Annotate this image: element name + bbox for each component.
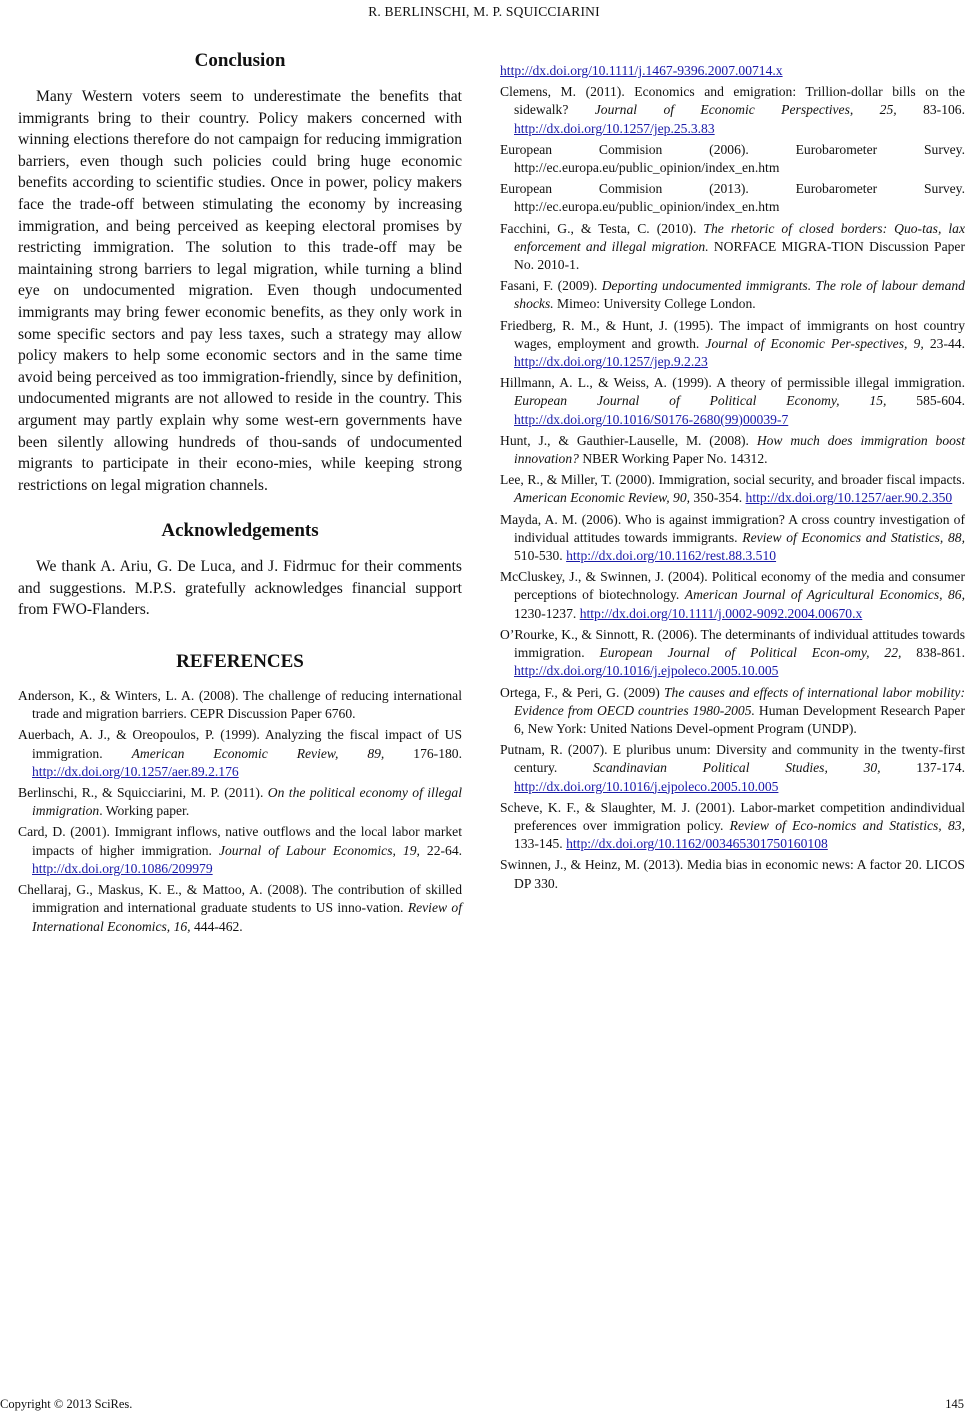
- doi-link[interactable]: http://dx.doi.org/10.1257/jep.25.3.83: [514, 120, 715, 136]
- reference-text: Putnam, R. (2007). E pluribus unum: Diversity and community in the twenty-first century.: [500, 742, 965, 776]
- reference-italic: Journal of Labour Economics, 19,: [218, 842, 420, 858]
- reference-italic: The rhetoric of closed borders: Quo-tas, lax enforcement and illegal migration.: [514, 220, 965, 254]
- reference-italic: Deporting undocumented immigrants. The role of labour demand shocks.: [514, 278, 965, 312]
- doi-link[interactable]: http://dx.doi.org/10.1162/003465301750160108: [566, 836, 828, 852]
- reference-text: Clemens, M. (2011). Economics and emigration: Trillion-dollar bills on the sidewalk?: [500, 84, 965, 118]
- references-list-left: [18, 687, 462, 936]
- reference-text: 133-145.: [514, 836, 567, 852]
- page-number: 145: [945, 1397, 964, 1411]
- reference-italic: How much does immigration boost innovation?: [514, 432, 965, 467]
- reference-text: 350-354.: [690, 490, 746, 506]
- reference-text: . Working paper.: [99, 803, 190, 819]
- doi-link[interactable]: http://dx.doi.org/10.1257/jep.9.2.23: [514, 354, 708, 370]
- reference-italic: Journal of Economic Perspectives, 25,: [594, 102, 897, 118]
- reference-italic: On the political economy of illegal immigration: [32, 785, 463, 819]
- reference-text: 1230-1237.: [514, 605, 580, 621]
- conclusion-heading: Conclusion: [194, 50, 286, 71]
- reference-text: 23-44.: [923, 335, 965, 351]
- reference-text: Hillmann, A. L., & Weiss, A. (1999). A theory of permissible illegal immigration.: [500, 375, 965, 391]
- reference-text: Ortega, F., & Peri, G. (2009): [500, 684, 664, 700]
- reference-entry: [500, 62, 965, 80]
- doi-link[interactable]: http://dx.doi.org/10.1257/aer.89.2.176: [32, 763, 239, 779]
- references-list-right: [500, 62, 965, 893]
- reference-text: European Commision (2013). Eurobarometer Survey. http://ec.europa.eu/public_opinion/index_en.htm: [500, 181, 965, 215]
- reference-text: Mimeo: University College London.: [553, 296, 756, 312]
- reference-text: Mayda, A. M. (2006). Who is against immigration? A cross country investigation of individual attitudes towards immigrants.: [500, 511, 965, 545]
- copyright-footer: Copyright © 2013 SciRes.: [0, 1397, 133, 1411]
- reference-italic: Review of Economics and Statistics, 88,: [742, 529, 965, 545]
- reference-text: Chellaraj, G., Maskus, K. E., & Mattoo, A. (2008). The contribution of skilled immigration and international graduate students to US inno-vation.: [18, 882, 462, 916]
- reference-text: Hunt, J., & Gauthier-Lauselle, M. (2008).: [500, 432, 757, 448]
- reference-entry: [500, 432, 965, 468]
- reference-text: Card, D. (2001). Immigrant inflows, native outflows and the local labor market impacts of higher immigration.: [18, 824, 462, 858]
- reference-entry: [500, 317, 965, 372]
- reference-entry: [500, 220, 965, 275]
- reference-entry: [500, 856, 965, 892]
- doi-link[interactable]: http://dx.doi.org/10.1257/aer.90.2.350: [745, 490, 953, 506]
- doi-link[interactable]: http://dx.doi.org/10.1086/209979: [32, 860, 213, 876]
- reference-entry: [500, 374, 965, 429]
- reference-entry: [500, 684, 965, 739]
- doi-link[interactable]: http://dx.doi.org/10.1016/S0176-2680(99)00039-7: [514, 411, 789, 427]
- conclusion-paragraph: Many Western voters seem to underestimate the benefits that immigrants bring to their country. Policy makers concerned with winning elections therefore do not campaign for reducing immigration barriers, even though such policies could bring huge economic benefits according to scientific studies. Once in power, policy makers face the trade-off between stimulating the economy by increasing immigration, and being perceived as keeping electoral promises by restricting immigration. The solution to this trade-off may be maintaining strong barriers to legal migration, while turning a blind eye on undocumented migration. Even though undocumented immigrants may bring fewer economic benefits, as they only work in some specific sectors and pay less taxes, such a strategy may allow policy makers to help some economic sectors and in the same time avoid being perceived as too immigration-friendly, since by definition, undocumented migrants are not allowed to reside in the country. This argument may partly explain why some west-ern governments have been silently allowing hundreds of thou-sands of undocumented migrants to participate in their econo-mies, while keeping strong restrictions on legal migration channels.: [18, 88, 462, 494]
- reference-italic: American Economic Review, 90,: [514, 490, 691, 506]
- reference-italic: Review of International Economics, 16,: [32, 900, 462, 934]
- reference-text: Lee, R., & Miller, T. (2000). Immigration, social security, and broader fiscal impacts.: [500, 472, 965, 488]
- reference-text: Human Development Research Paper 6, New York: United Nations Devel-opment Program (UNDP).: [514, 702, 965, 736]
- reference-entry: [500, 568, 965, 623]
- reference-italic: European Journal of Political Econ-omy, 22,: [599, 645, 902, 661]
- reference-entry: [500, 511, 965, 566]
- reference-entry: [18, 687, 462, 723]
- reference-text: NORFACE MIGRA-TION Discussion Paper No. 2010-1.: [514, 238, 965, 273]
- reference-italic: American Economic Review, 89,: [131, 745, 385, 761]
- reference-entry: [18, 823, 462, 878]
- reference-entry: [500, 180, 965, 216]
- reference-italic: The causes and effects of international labor mobility: Evidence from OECD countries 1980-2005.: [514, 684, 965, 718]
- doi-link[interactable]: http://dx.doi.org/10.1162/rest.88.3.510: [566, 548, 777, 564]
- reference-entry: [18, 726, 462, 781]
- reference-text: 510-530.: [514, 548, 567, 564]
- reference-italic: Review of Eco-nomics and Statistics, 83,: [729, 817, 965, 833]
- reference-text: Auerbach, A. J., & Oreopoulos, P. (1999). Analyzing the fiscal impact of US immigration.: [18, 727, 462, 761]
- reference-italic: Scandinavian Political Studies, 30,: [592, 760, 881, 776]
- reference-italic: American Journal of Agricultural Economics, 86,: [684, 587, 965, 603]
- reference-entry: [500, 471, 965, 507]
- doi-link[interactable]: http://dx.doi.org/10.1016/j.ejpoleco.2005.10.005: [514, 663, 779, 679]
- reference-text: McCluskey, J., & Swinnen, J. (2004). Political economy of the media and consumer perceptions of biotechnology.: [500, 569, 965, 603]
- doi-link[interactable]: http://dx.doi.org/10.1016/j.ejpoleco.2005.10.005: [514, 778, 779, 794]
- reference-italic: European Journal of Political Economy, 15,: [514, 393, 887, 409]
- reference-text: 585-604.: [886, 393, 965, 409]
- reference-entry: [18, 881, 462, 936]
- doi-link[interactable]: http://dx.doi.org/10.1111/j.0002-9092.2004.00670.x: [579, 605, 863, 621]
- reference-text: Facchini, G., & Testa, C. (2010).: [500, 220, 704, 236]
- reference-text: 137-174.: [880, 760, 965, 776]
- reference-entry: [500, 277, 965, 313]
- reference-text: 176-180.: [384, 745, 462, 761]
- reference-italic: Journal of Economic Per-spectives, 9,: [705, 335, 924, 351]
- reference-text: Swinnen, J., & Heinz, M. (2013). Media bias in economic news: A factor 20. LICOS DP 330.: [500, 857, 965, 891]
- reference-text: NBER Working Paper No. 14312.: [578, 451, 768, 467]
- acknowledgements-paragraph: We thank A. Ariu, G. De Luca, and J. Fidrmuc for their comments and suggestions. M.P.S. gratefully acknowledges financial support from FWO-Flanders.: [18, 558, 462, 619]
- reference-text: O’Rourke, K., & Sinnott, R. (2006). The determinants of individual attitudes towards immigration.: [500, 626, 965, 661]
- doi-link[interactable]: http://dx.doi.org/10.1111/j.1467-9396.2007.00714.x: [500, 63, 783, 78]
- references-heading: REFERENCES: [176, 651, 304, 673]
- reference-text: 444-462.: [190, 918, 243, 934]
- reference-text: Berlinschi, R., & Squicciarini, M. P. (2011).: [18, 785, 268, 801]
- reference-text: 22-64.: [419, 842, 463, 858]
- reference-entry: [500, 741, 965, 796]
- reference-text: European Commision (2006). Eurobarometer Survey. http://ec.europa.eu/public_opinion/index_en.htm: [500, 141, 965, 176]
- reference-text: Friedberg, R. M., & Hunt, J. (1995). The impact of immigrants on host country wages, employment and growth.: [500, 317, 965, 351]
- running-header: R. BERLINSCHI, M. P. SQUICCIARINI: [368, 4, 600, 19]
- reference-text: Anderson, K., & Winters, L. A. (2008). The challenge of reducing international trade and migration barriers. CEPR Discussion Paper 6760.: [18, 688, 462, 722]
- reference-text: 838-861.: [901, 645, 965, 661]
- reference-text: Fasani, F. (2009).: [500, 278, 602, 294]
- reference-text: 83-106.: [896, 102, 965, 118]
- right-column: [500, 62, 965, 896]
- reference-entry: [18, 784, 462, 820]
- reference-entry: [500, 799, 965, 854]
- reference-entry: [500, 141, 965, 177]
- reference-entry: [500, 83, 965, 138]
- reference-entry: [500, 626, 965, 681]
- reference-text: Scheve, K. F., & Slaughter, M. J. (2001). Labor-market competition andindividual preferences over immigration policy.: [500, 799, 965, 833]
- acknowledgements-heading: Acknowledgements: [161, 520, 319, 542]
- left-column: [18, 48, 462, 939]
